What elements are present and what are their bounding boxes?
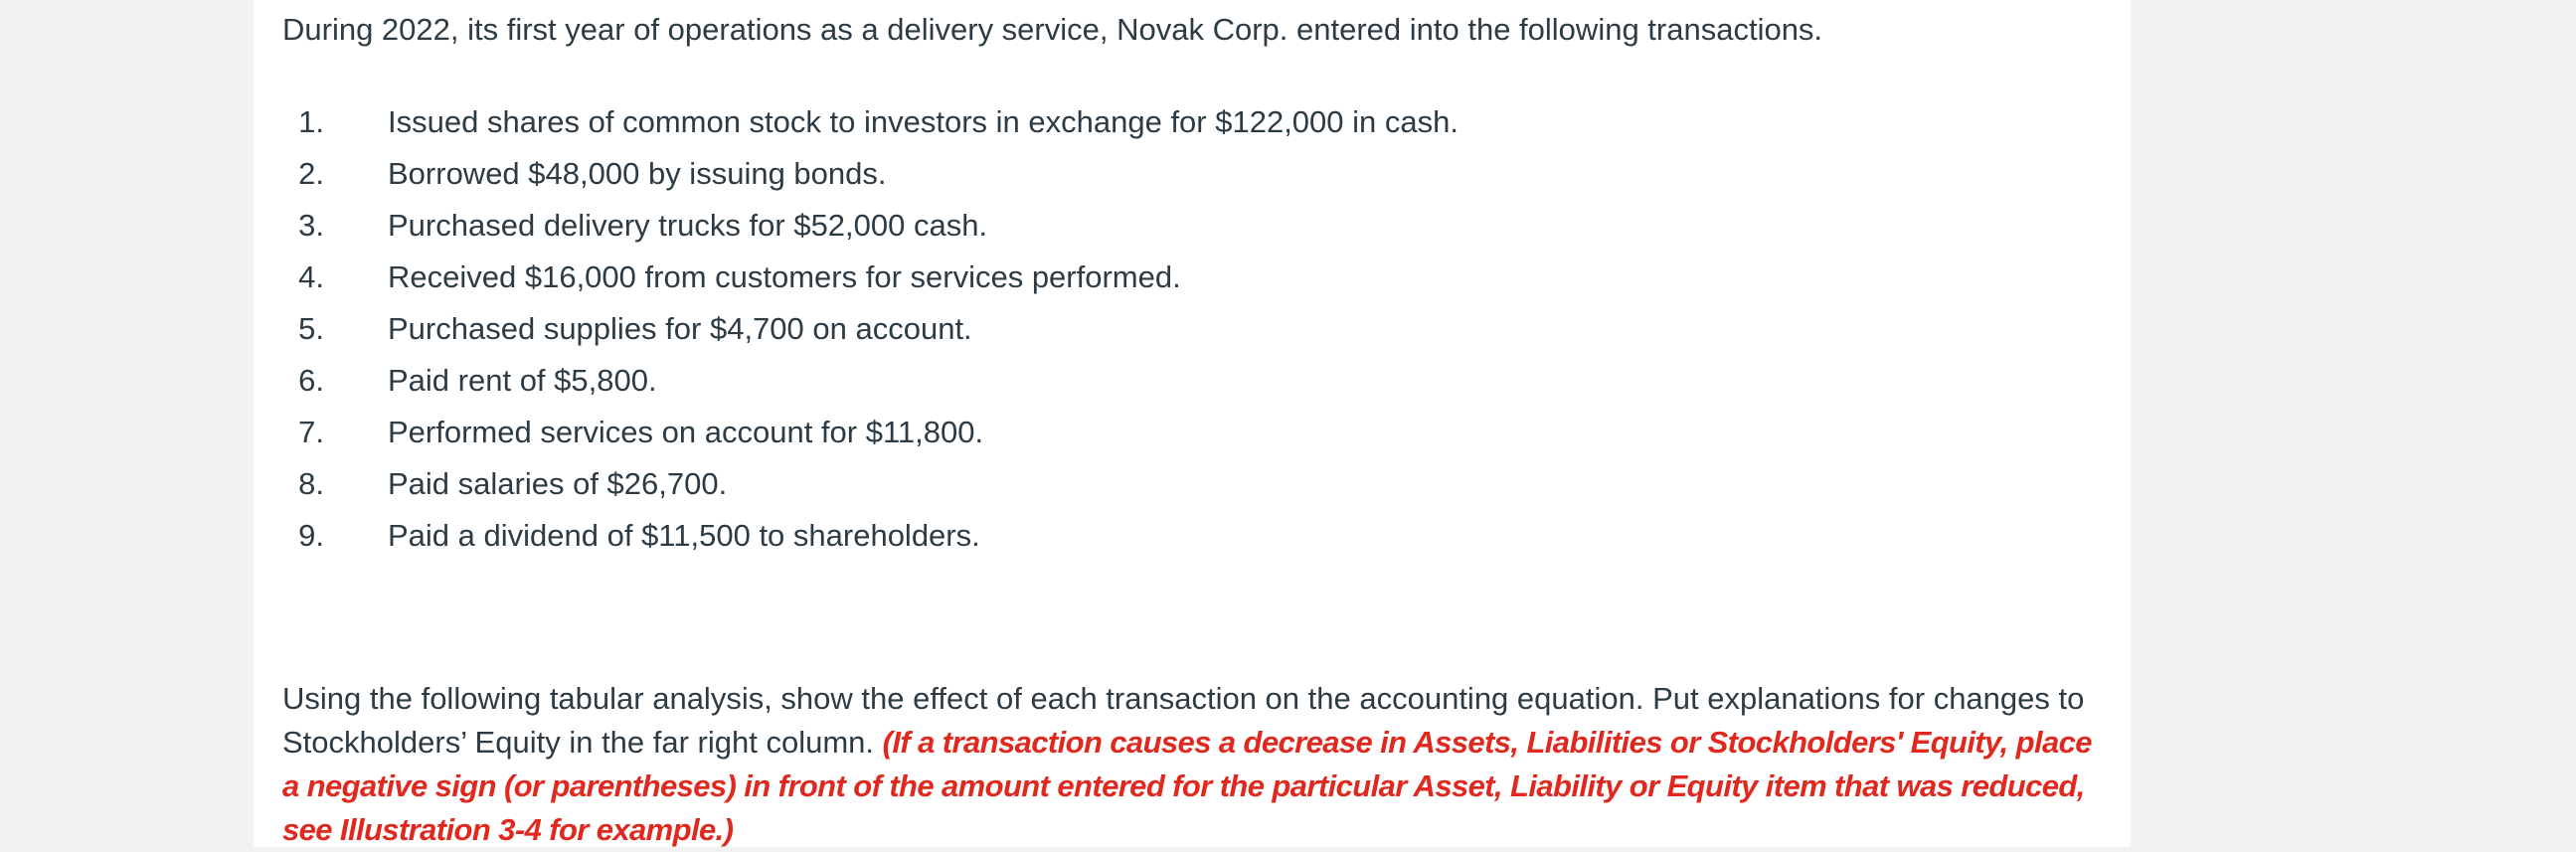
- intro-text: During 2022, its first year of operations as a delivery service, Novak Corp. entered into the following transactions.: [282, 12, 1823, 47]
- instructions-main-text: Using the following tabular analysis, show the effect of each transaction on the accounting equation. Put explanations for changes to Stockholders’ Equity in the far right column.: [282, 681, 2085, 760]
- transaction-text: Received $16,000 from customers for services performed.: [388, 259, 1181, 294]
- transaction-text: Borrowed $48,000 by issuing bonds.: [388, 156, 887, 191]
- transaction-number: 7.: [298, 415, 324, 449]
- transaction-number: 5.: [298, 311, 324, 346]
- transaction-number: 6.: [298, 363, 324, 398]
- transaction-number: 8.: [298, 466, 324, 501]
- transaction-text: Purchased delivery trucks for $52,000 cash.: [388, 208, 988, 243]
- transaction-text: Paid rent of $5,800.: [388, 363, 657, 398]
- transaction-number: 9.: [298, 518, 324, 553]
- instructions-note: (If a transaction causes a decrease in Assets, Liabilities or Stockholders' Equity, place a negative sign (or parentheses) in front of the amount entered for the particular Asset, Liability or Equity item that was reduced, see Illustration 3-4 for example.): [282, 725, 2092, 847]
- transaction-number: 4.: [298, 259, 324, 294]
- transaction-text: Paid a dividend of $11,500 to shareholders.: [388, 518, 980, 553]
- transaction-text: Paid salaries of $26,700.: [388, 466, 728, 501]
- transaction-number: 2.: [298, 156, 324, 191]
- transaction-number: 1.: [298, 104, 324, 139]
- transaction-text: Purchased supplies for $4,700 on account.: [388, 311, 972, 346]
- transaction-number: 3.: [298, 208, 324, 243]
- transaction-text: Issued shares of common stock to investors in exchange for $122,000 in cash.: [388, 104, 1459, 139]
- transaction-text: Performed services on account for $11,800.: [388, 415, 984, 449]
- instructions-paragraph: [282, 677, 2112, 852]
